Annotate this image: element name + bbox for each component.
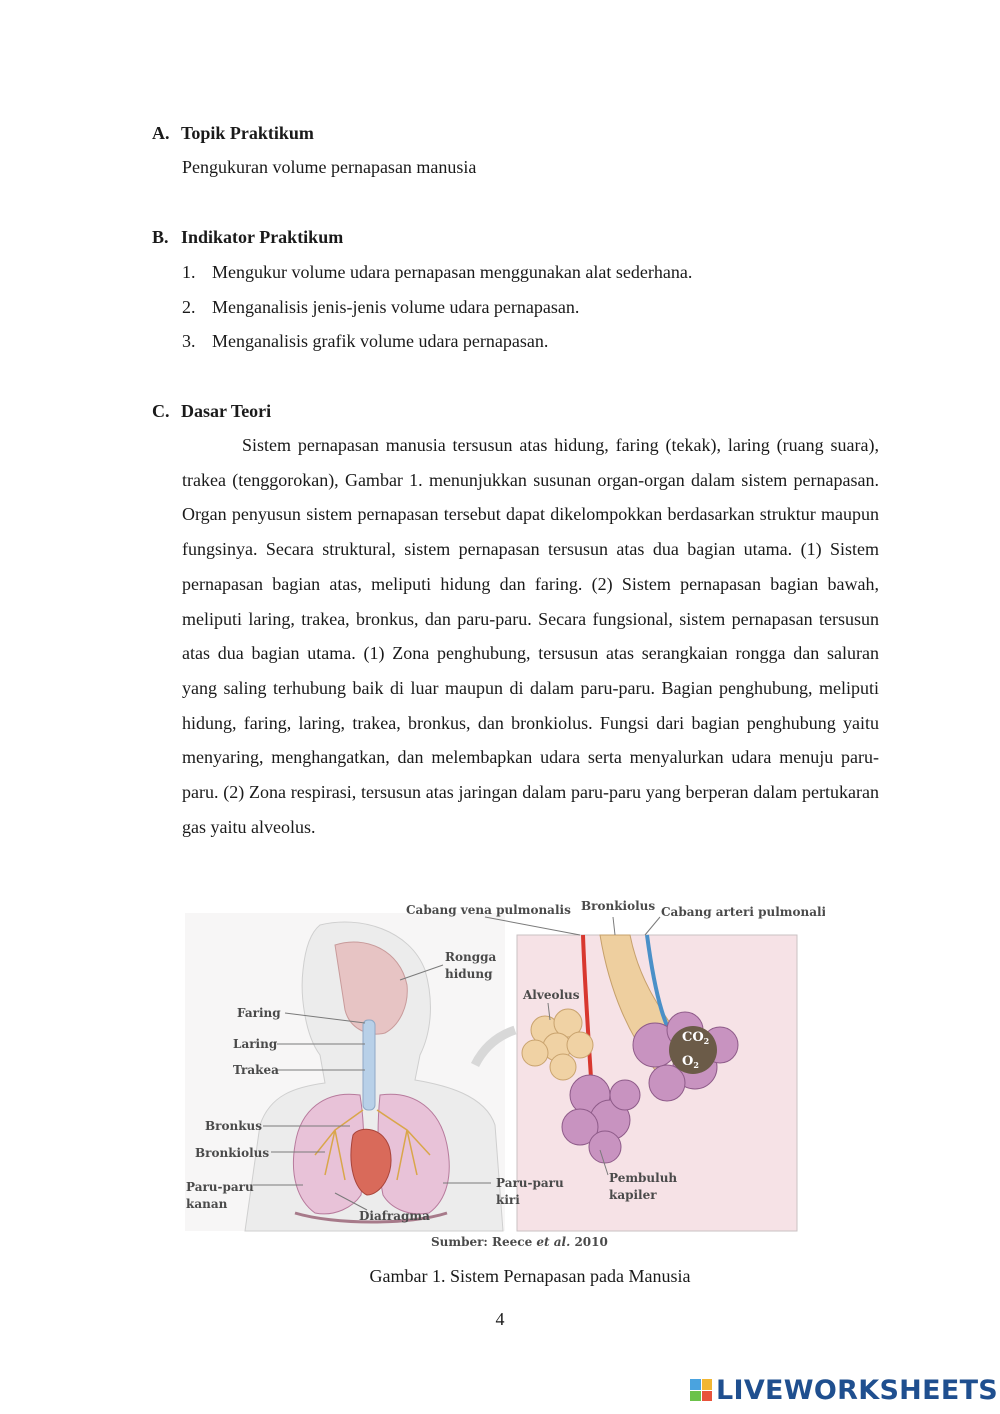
section-letter: C. xyxy=(152,401,170,421)
label-bronkiolus: Bronkiolus xyxy=(195,1146,270,1160)
list-text: Menganalisis jenis-jenis volume udara pernapasan. xyxy=(212,297,580,317)
label-cabang-vena: Cabang vena pulmonalis xyxy=(406,903,571,917)
section-letter: B. xyxy=(152,227,169,247)
list-number: 1. xyxy=(182,262,196,282)
co2-label: $CO_2$ xyxy=(682,1030,710,1046)
label-faring: Faring xyxy=(237,1006,281,1020)
list-text: Menganalisis grafik volume udara pernapasan. xyxy=(212,331,549,351)
list-item xyxy=(182,262,692,283)
watermark-text: LIVEWORKSHEETS xyxy=(716,1374,999,1406)
section-title: Topik Praktikum xyxy=(181,123,314,143)
section-letter: A. xyxy=(152,123,170,143)
respiratory-system-figure xyxy=(185,895,825,1255)
figure-caption: Gambar 1. Sistem Pernapasan pada Manusia xyxy=(369,1266,691,1286)
label-kiri: kiri xyxy=(496,1193,520,1207)
section-title: Indikator Praktikum xyxy=(181,227,344,247)
section-a-text: Pengukuran volume pernapasan manusia xyxy=(182,157,477,177)
section-a-heading xyxy=(152,123,314,144)
liveworksheets-watermark xyxy=(690,1372,998,1408)
o2-label: $O_2$ xyxy=(682,1054,699,1070)
list-number: 2. xyxy=(182,297,196,317)
label-bronkiolus-inset: Bronkiolus xyxy=(581,899,656,913)
liveworksheets-logo-icon xyxy=(690,1379,712,1401)
trachea-shape xyxy=(363,1020,375,1110)
label-kapiler: kapiler xyxy=(609,1188,657,1202)
label-paru-kiri: Paru-paru xyxy=(496,1176,564,1190)
label-trakea: Trakea xyxy=(233,1063,279,1077)
label-diafragma: Diafragma xyxy=(359,1209,430,1223)
label-alveolus: Alveolus xyxy=(523,988,580,1002)
label-pembuluh: Pembuluh xyxy=(609,1171,678,1185)
list-text: Mengukur volume udara pernapasan menggunakan alat sederhana. xyxy=(212,262,693,282)
label-rongga: Rongga xyxy=(445,950,497,964)
figure-source: Sumber: Reece et al. 2010 xyxy=(431,1235,608,1249)
list-number: 3. xyxy=(182,331,196,351)
label-cabang-arteri: Cabang arteri pulmonalis xyxy=(661,905,825,919)
section-b-heading xyxy=(152,227,343,248)
label-hidung: hidung xyxy=(445,967,493,981)
list-item xyxy=(182,331,548,352)
theory-paragraph: Sistem pernapasan manusia tersusun atas hidung, faring (tekak), laring (ruang suara), trakea (tenggorokan), Gambar 1. menunjukkan susunan organ-organ dalam sistem pernapasan. Organ penyusun sistem pernapasan tersebut dapat dikelompokkan berdasarkan struktur maupun fungsinya. Secara struktural, sistem pernapasan tersusun atas dua bagian utama. (1) Sistem pernapasan bagian atas, meliputi hidung dan faring. (2) Sistem pernapasan bagian bawah, meliputi laring, trakea, bronkus, dan paru-paru. Secara fungsional, sistem pernapasan tersusun atas dua bagian utama. (1) Zona penghubung, tersusun atas serangkaian rongga dan saluran yang saling terhubung baik di luar maupun di dalam paru-paru. Bagian penghubung, meliputi hidung, faring, laring, trakea, bronkus, dan bronkiolus. Fungsi dari bagian penghubung yaitu menyaring, menghangatkan, dan melembapkan udara serta menyalurkan udara menuju paru-paru. (2) Zona respirasi, tersusun atas jaringan dalam paru-paru yang berperan dalam pertukaran gas yaitu alveolus. xyxy=(182,435,879,837)
label-laring: Laring xyxy=(233,1037,278,1051)
page-number: 4 xyxy=(495,1309,505,1329)
section-title: Dasar Teori xyxy=(181,401,272,421)
label-bronkus: Bronkus xyxy=(205,1119,262,1133)
respiratory-illustration xyxy=(185,895,825,1255)
list-item xyxy=(182,297,579,318)
label-paru-kanan: Paru-paru xyxy=(186,1180,254,1194)
label-kanan: kanan xyxy=(186,1197,228,1211)
section-c-heading xyxy=(152,401,271,422)
